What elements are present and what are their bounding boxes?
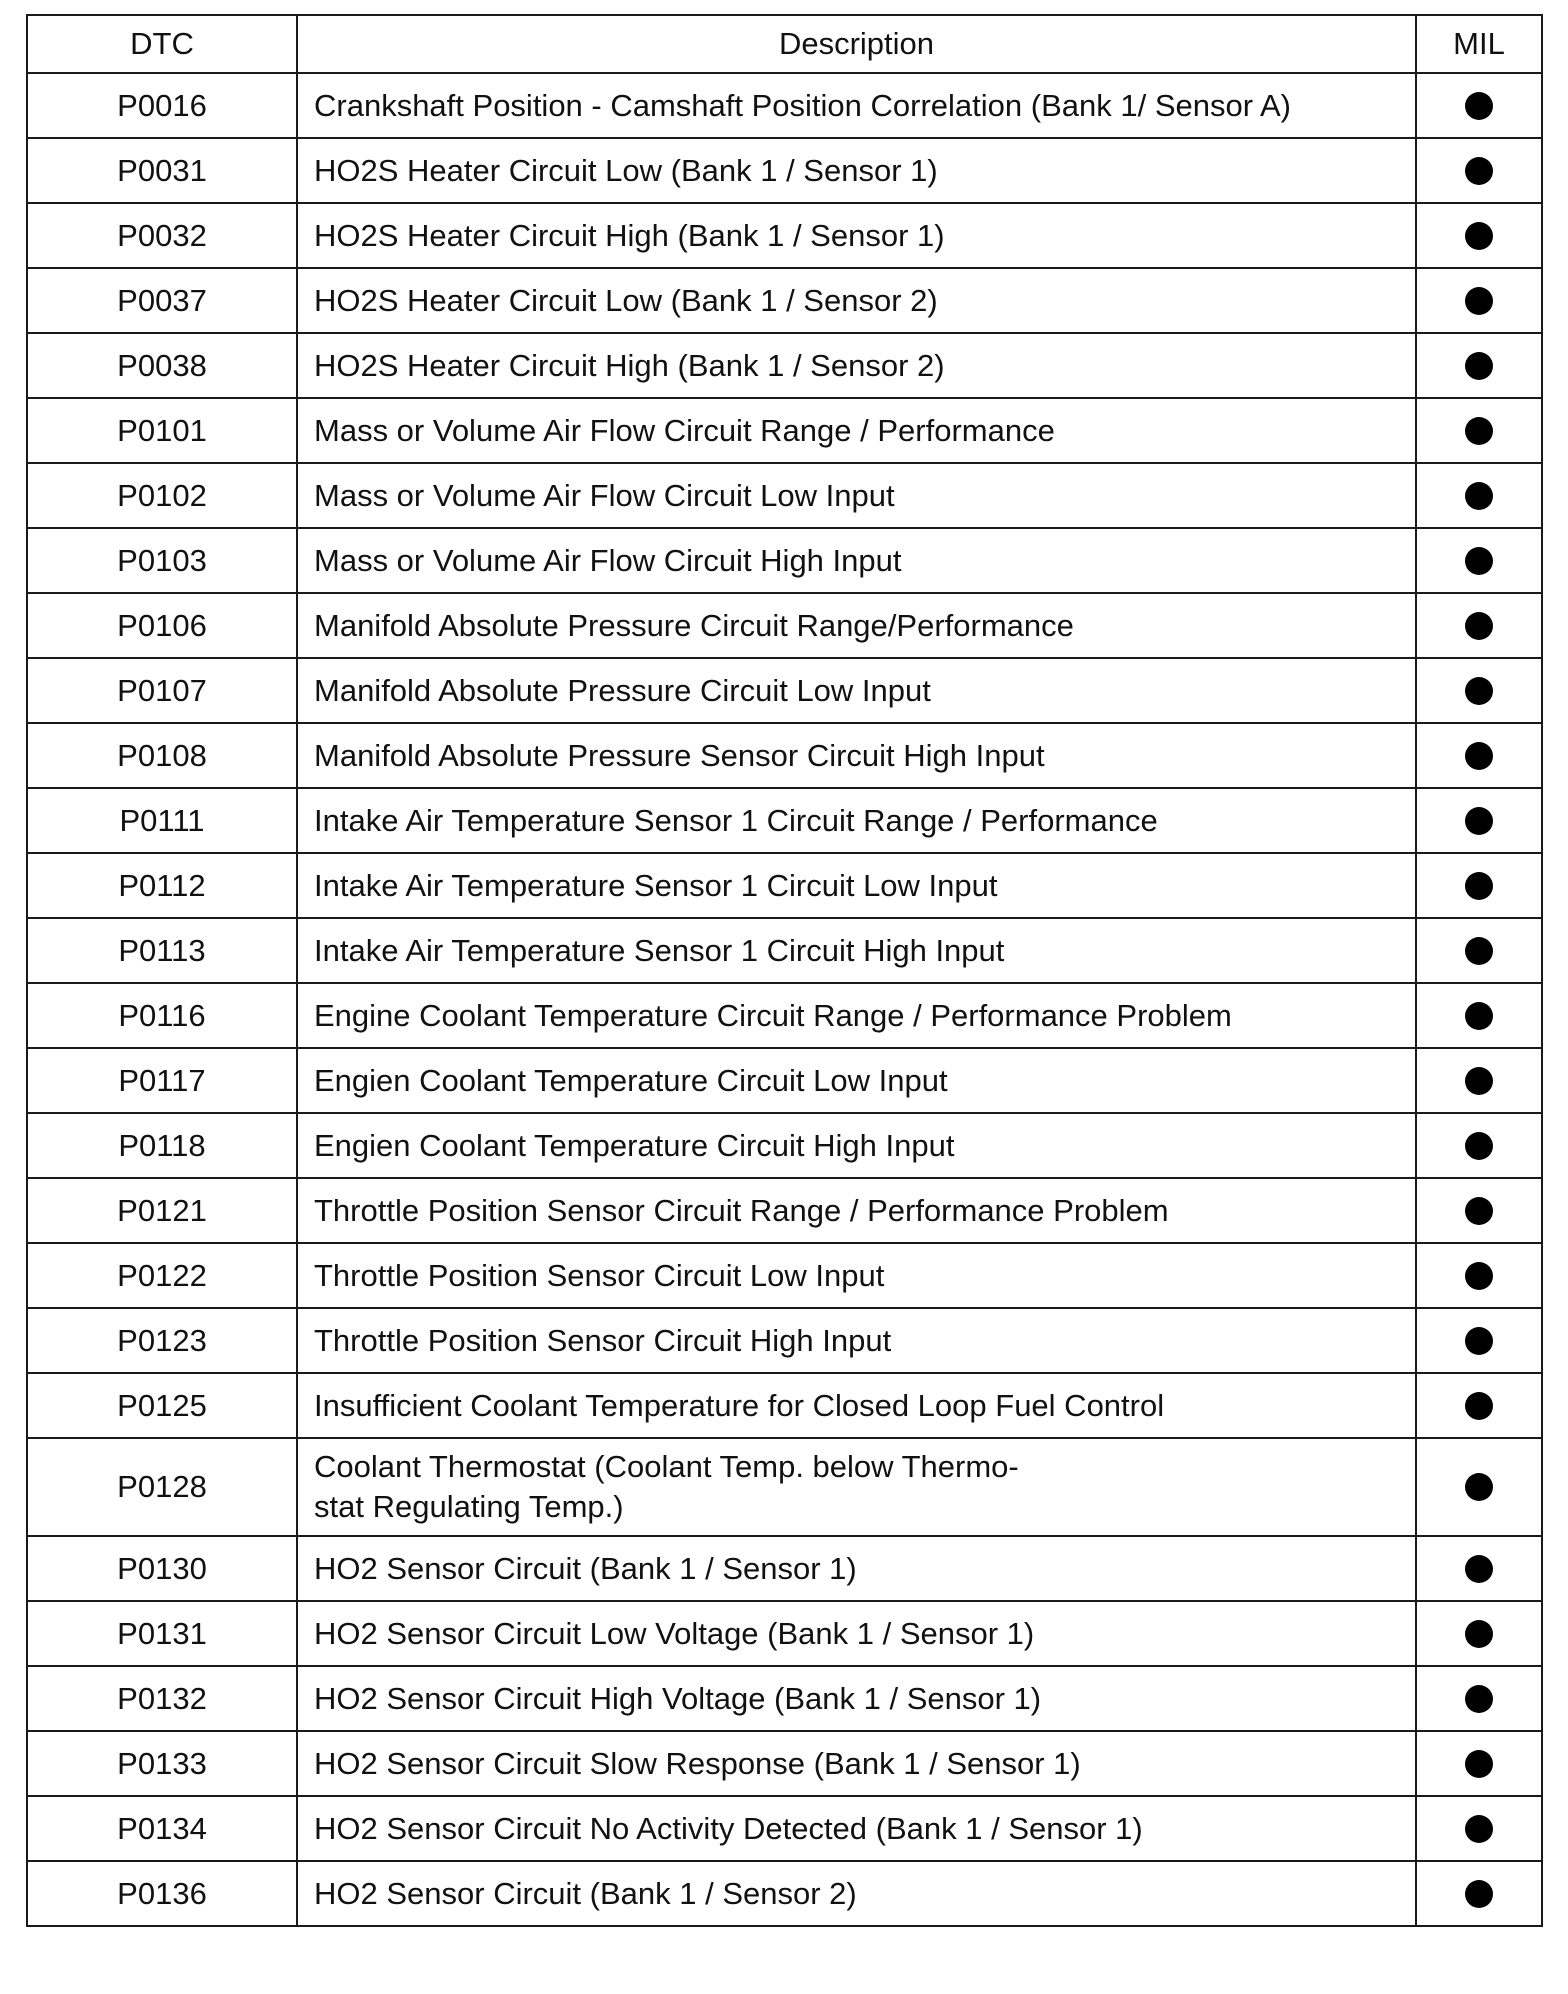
table-row [27, 1666, 1542, 1731]
dtc-code: P0101 [27, 398, 297, 463]
dtc-code: P0123 [27, 1308, 297, 1373]
dtc-description: Intake Air Temperature Sensor 1 Circuit Range / Performance [297, 788, 1416, 853]
mil-indicator-dot-icon [1465, 1067, 1493, 1095]
mil-indicator-dot-icon [1465, 1132, 1493, 1160]
dtc-description: Throttle Position Sensor Circuit Low Input [297, 1243, 1416, 1308]
mil-indicator-dot-icon [1465, 1880, 1493, 1908]
table-row [27, 1601, 1542, 1666]
dtc-code: P0032 [27, 203, 297, 268]
mil-indicator-dot-icon [1465, 937, 1493, 965]
mil-cell [1416, 1666, 1542, 1731]
header-dtc: DTC [27, 15, 297, 73]
mil-indicator-dot-icon [1465, 1002, 1493, 1030]
dtc-code: P0102 [27, 463, 297, 528]
mil-cell [1416, 983, 1542, 1048]
dtc-description: HO2S Heater Circuit Low (Bank 1 / Sensor 2) [297, 268, 1416, 333]
mil-indicator-dot-icon [1465, 1750, 1493, 1778]
mil-cell [1416, 268, 1542, 333]
mil-cell [1416, 1601, 1542, 1666]
table-row [27, 138, 1542, 203]
dtc-code: P0112 [27, 853, 297, 918]
dtc-code: P0016 [27, 73, 297, 138]
dtc-description: Manifold Absolute Pressure Circuit Range/Performance [297, 593, 1416, 658]
mil-indicator-dot-icon [1465, 612, 1493, 640]
table-row [27, 1796, 1542, 1861]
dtc-code: P0131 [27, 1601, 297, 1666]
dtc-code: P0113 [27, 918, 297, 983]
dtc-table [26, 14, 1543, 1927]
header-row [27, 15, 1542, 73]
header-description: Description [297, 15, 1416, 73]
dtc-description: Intake Air Temperature Sensor 1 Circuit High Input [297, 918, 1416, 983]
mil-indicator-dot-icon [1465, 287, 1493, 315]
dtc-code: P0130 [27, 1536, 297, 1601]
mil-indicator-dot-icon [1465, 677, 1493, 705]
mil-indicator-dot-icon [1465, 1392, 1493, 1420]
table-row [27, 1438, 1542, 1536]
table-row [27, 1243, 1542, 1308]
mil-cell [1416, 73, 1542, 138]
dtc-code: P0103 [27, 528, 297, 593]
dtc-description: Coolant Thermostat (Coolant Temp. below Thermo- stat Regulating Temp.) [297, 1438, 1416, 1536]
dtc-code: P0125 [27, 1373, 297, 1438]
table-row [27, 1373, 1542, 1438]
mil-indicator-dot-icon [1465, 417, 1493, 445]
mil-indicator-dot-icon [1465, 1327, 1493, 1355]
dtc-description: Mass or Volume Air Flow Circuit High Input [297, 528, 1416, 593]
mil-indicator-dot-icon [1465, 1473, 1493, 1501]
table-row [27, 1536, 1542, 1601]
dtc-description: Intake Air Temperature Sensor 1 Circuit Low Input [297, 853, 1416, 918]
dtc-description: Manifold Absolute Pressure Sensor Circuit High Input [297, 723, 1416, 788]
dtc-description: Mass or Volume Air Flow Circuit Low Input [297, 463, 1416, 528]
dtc-code: P0108 [27, 723, 297, 788]
mil-cell [1416, 1178, 1542, 1243]
mil-cell [1416, 658, 1542, 723]
table-row [27, 723, 1542, 788]
mil-indicator-dot-icon [1465, 547, 1493, 575]
dtc-description: Mass or Volume Air Flow Circuit Range / Performance [297, 398, 1416, 463]
mil-indicator-dot-icon [1465, 157, 1493, 185]
mil-cell [1416, 853, 1542, 918]
dtc-description: HO2 Sensor Circuit Low Voltage (Bank 1 / Sensor 1) [297, 1601, 1416, 1666]
mil-cell [1416, 788, 1542, 853]
table-row [27, 333, 1542, 398]
mil-cell [1416, 1113, 1542, 1178]
mil-indicator-dot-icon [1465, 482, 1493, 510]
mil-indicator-dot-icon [1465, 807, 1493, 835]
mil-indicator-dot-icon [1465, 1197, 1493, 1225]
table-body [27, 73, 1542, 1926]
dtc-description: Insufficient Coolant Temperature for Closed Loop Fuel Control [297, 1373, 1416, 1438]
dtc-description: Engien Coolant Temperature Circuit Low Input [297, 1048, 1416, 1113]
dtc-description: Engien Coolant Temperature Circuit High Input [297, 1113, 1416, 1178]
mil-cell [1416, 1048, 1542, 1113]
table-row [27, 463, 1542, 528]
dtc-code: P0111 [27, 788, 297, 853]
table-row [27, 788, 1542, 853]
table-row [27, 1178, 1542, 1243]
dtc-code: P0118 [27, 1113, 297, 1178]
table-row [27, 853, 1542, 918]
table-row [27, 1861, 1542, 1926]
mil-indicator-dot-icon [1465, 352, 1493, 380]
mil-indicator-dot-icon [1465, 1555, 1493, 1583]
mil-indicator-dot-icon [1465, 1685, 1493, 1713]
mil-indicator-dot-icon [1465, 742, 1493, 770]
dtc-description: Throttle Position Sensor Circuit High Input [297, 1308, 1416, 1373]
header-mil: MIL [1416, 15, 1542, 73]
dtc-code: P0134 [27, 1796, 297, 1861]
table-row [27, 1731, 1542, 1796]
dtc-description: HO2 Sensor Circuit No Activity Detected (Bank 1 / Sensor 1) [297, 1796, 1416, 1861]
mil-cell [1416, 1243, 1542, 1308]
mil-indicator-dot-icon [1465, 872, 1493, 900]
dtc-description: HO2S Heater Circuit High (Bank 1 / Sensor 1) [297, 203, 1416, 268]
dtc-description: HO2 Sensor Circuit (Bank 1 / Sensor 2) [297, 1861, 1416, 1926]
mil-indicator-dot-icon [1465, 222, 1493, 250]
table-row [27, 1308, 1542, 1373]
dtc-code: P0132 [27, 1666, 297, 1731]
mil-cell [1416, 1731, 1542, 1796]
dtc-code: P0038 [27, 333, 297, 398]
mil-cell [1416, 723, 1542, 788]
mil-cell [1416, 1796, 1542, 1861]
mil-cell [1416, 528, 1542, 593]
mil-cell [1416, 1438, 1542, 1536]
mil-indicator-dot-icon [1465, 1262, 1493, 1290]
table-row [27, 1113, 1542, 1178]
mil-cell [1416, 333, 1542, 398]
mil-cell [1416, 1308, 1542, 1373]
dtc-code: P0133 [27, 1731, 297, 1796]
mil-cell [1416, 1861, 1542, 1926]
dtc-description: HO2S Heater Circuit Low (Bank 1 / Sensor 1) [297, 138, 1416, 203]
table-row [27, 203, 1542, 268]
dtc-description: HO2 Sensor Circuit Slow Response (Bank 1 / Sensor 1) [297, 1731, 1416, 1796]
dtc-code: P0122 [27, 1243, 297, 1308]
dtc-description: Throttle Position Sensor Circuit Range / Performance Problem [297, 1178, 1416, 1243]
table-row [27, 398, 1542, 463]
mil-cell [1416, 593, 1542, 658]
dtc-code: P0031 [27, 138, 297, 203]
dtc-code: P0107 [27, 658, 297, 723]
table-row [27, 918, 1542, 983]
mil-cell [1416, 463, 1542, 528]
dtc-code: P0136 [27, 1861, 297, 1926]
dtc-code: P0037 [27, 268, 297, 333]
table-row [27, 983, 1542, 1048]
dtc-code: P0106 [27, 593, 297, 658]
dtc-code: P0121 [27, 1178, 297, 1243]
mil-cell [1416, 1536, 1542, 1601]
mil-indicator-dot-icon [1465, 1620, 1493, 1648]
mil-cell [1416, 398, 1542, 463]
dtc-code: P0116 [27, 983, 297, 1048]
table-row [27, 593, 1542, 658]
dtc-description: Crankshaft Position - Camshaft Position Correlation (Bank 1/ Sensor A) [297, 73, 1416, 138]
dtc-description: HO2 Sensor Circuit High Voltage (Bank 1 / Sensor 1) [297, 1666, 1416, 1731]
table-header [27, 15, 1542, 73]
table-row [27, 658, 1542, 723]
table-row [27, 73, 1542, 138]
mil-cell [1416, 203, 1542, 268]
mil-cell [1416, 138, 1542, 203]
dtc-description: Manifold Absolute Pressure Circuit Low Input [297, 658, 1416, 723]
dtc-code: P0117 [27, 1048, 297, 1113]
mil-cell [1416, 918, 1542, 983]
dtc-code: P0128 [27, 1438, 297, 1536]
mil-indicator-dot-icon [1465, 1815, 1493, 1843]
table-row [27, 268, 1542, 333]
dtc-description: HO2 Sensor Circuit (Bank 1 / Sensor 1) [297, 1536, 1416, 1601]
mil-cell [1416, 1373, 1542, 1438]
dtc-description: HO2S Heater Circuit High (Bank 1 / Sensor 2) [297, 333, 1416, 398]
table-row [27, 528, 1542, 593]
mil-indicator-dot-icon [1465, 92, 1493, 120]
dtc-description: Engine Coolant Temperature Circuit Range / Performance Problem [297, 983, 1416, 1048]
table-row [27, 1048, 1542, 1113]
